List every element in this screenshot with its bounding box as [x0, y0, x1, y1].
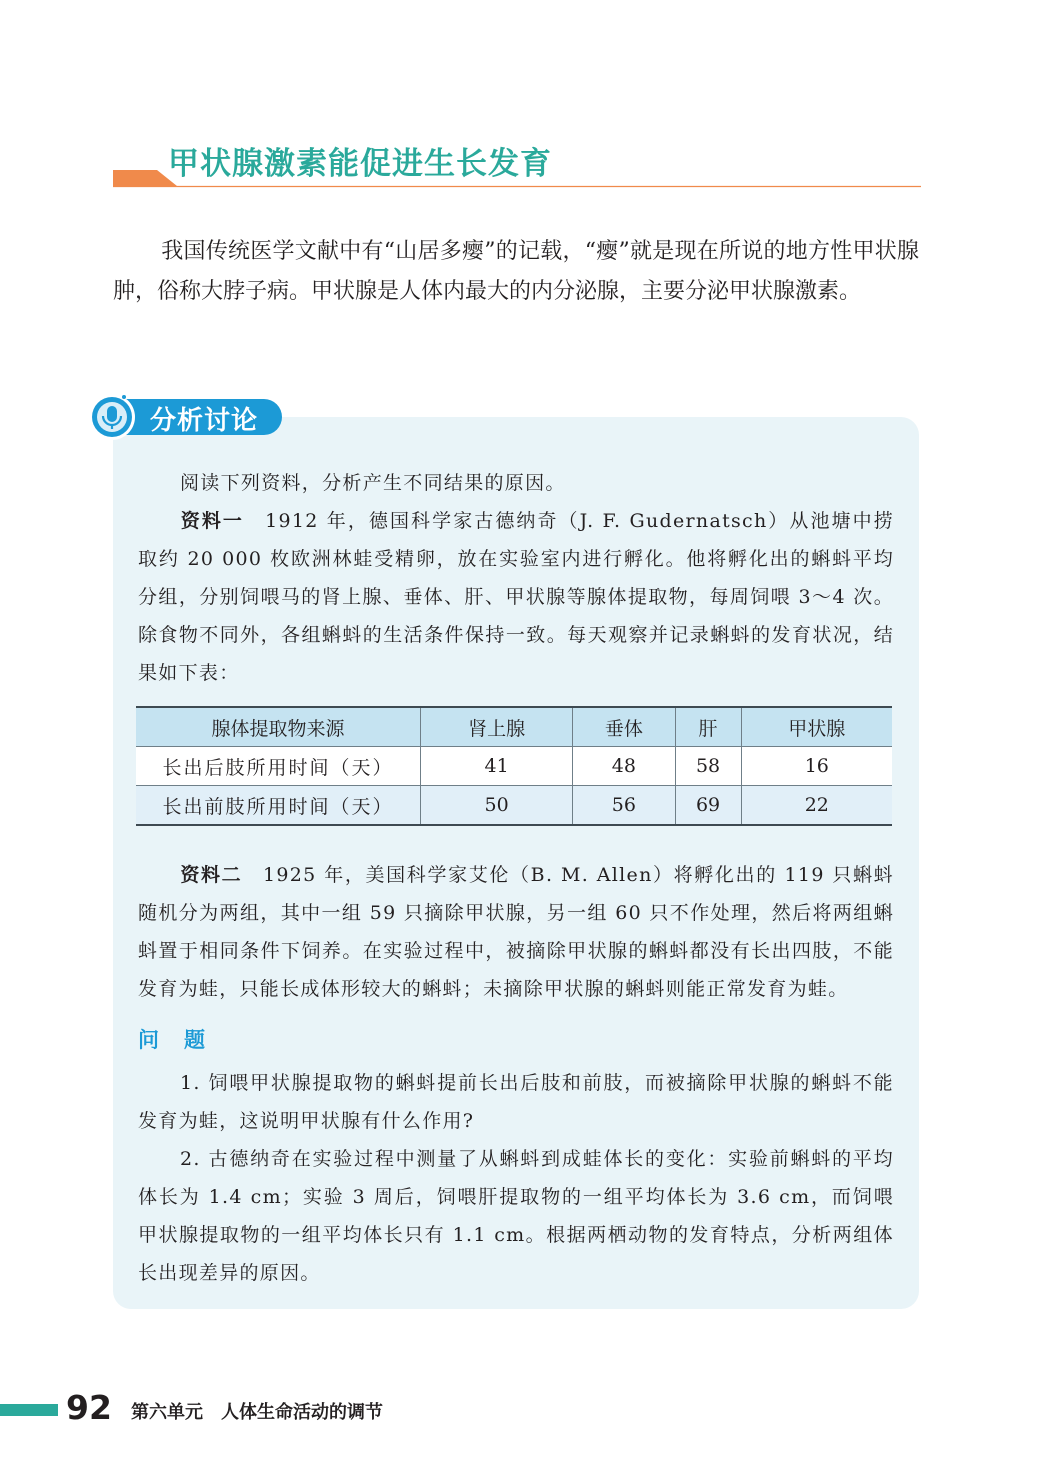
title-underline-decoration [113, 170, 921, 188]
section-title: 甲状腺激素能促进生长发育 [168, 146, 552, 182]
page-number: 92 [66, 1388, 112, 1427]
table-header-cell: 腺体提取物来源 [136, 707, 421, 747]
microphone-icon [88, 393, 136, 441]
question-item: 2. 古德纳奇在实验过程中测量了从蝌蚪到成蛙体长的变化：实验前蝌蚪的平均体长为 1.4 cm；实验 3 周后，饲喂肝提取物的一组平均体长为 3.6 cm，而饲喂甲状腺提取物的一组平均体长只有 1.1 cm。根据两栖动物的发育特点，分析两组体长出现差异的原因。 [138, 1148, 894, 1284]
table-header-cell: 肾上腺 [421, 707, 573, 747]
table-cell: 69 [675, 786, 741, 826]
table-cell: 长出后肢所用时间（天） [136, 747, 421, 786]
discussion-badge-label: 分析讨论 [150, 406, 259, 436]
questions-heading: 问 题 [138, 1028, 207, 1052]
question-item: 1. 饲喂甲状腺提取物的蝌蚪提前长出后肢和前肢，而被摘除甲状腺的蝌蚪不能发育为蛙，这说明甲状腺有什么作用? [138, 1072, 894, 1132]
table-cell: 56 [573, 786, 675, 826]
material-one-label: 资料一 [180, 510, 244, 532]
table-cell: 22 [741, 786, 892, 826]
tadpole-development-table [136, 706, 892, 826]
table-row [136, 786, 892, 826]
material-two-label: 资料二 [180, 864, 243, 886]
table-row [136, 747, 892, 786]
questions-list [138, 1064, 894, 1292]
discussion-badge [88, 393, 284, 441]
material-one: 资料一 1912 年，德国科学家古德纳奇（J. F. Gudernatsch）从池塘中捞取约 20 000 枚欧洲林蛙受精卵，放在实验室内进行孵化。他将孵化出的蝌蚪平均分组，分别饲喂马的肾上腺、垂体、肝、甲状腺等腺体提取物，每周饲喂 3～4 次。除食物不同外，各组蝌蚪的生活条件保持一致。每天观察并记录蝌蚪的发育状况，结果如下表： [138, 510, 894, 684]
table-header-cell: 垂体 [573, 707, 675, 747]
material-two: 资料二 1925 年，美国科学家艾伦（B. M. Allen）将孵化出的 119 只蝌蚪随机分为两组，其中一组 59 只摘除甲状腺，另一组 60 只不作处理，然后将两组蝌蚪置于相同条件下饲养。在实验过程中，被摘除甲状腺的蝌蚪都没有长出四肢，不能发育为蛙，只能长成体形较大的蝌蚪；未摘除甲状腺的蝌蚪则能正常发育为蛙。 [138, 864, 894, 1000]
footer-color-bar [0, 1404, 58, 1416]
table-header-cell: 甲状腺 [741, 707, 892, 747]
instruction-text: 阅读下列资料，分析产生不同结果的原因。 [180, 472, 566, 494]
table-header-row [136, 707, 892, 747]
table-cell: 长出前肢所用时间（天） [136, 786, 421, 826]
table-cell: 16 [741, 747, 892, 786]
table-cell: 41 [421, 747, 573, 786]
table-header-cell: 肝 [675, 707, 741, 747]
intro-paragraph: 我国传统医学文献中有“山居多瘿”的记载，“瘿”就是现在所说的地方性甲状腺肿，俗称大脖子病。甲状腺是人体内最大的内分泌腺，主要分泌甲状腺激素。 [113, 239, 919, 304]
table-cell: 50 [421, 786, 573, 826]
discussion-body [138, 464, 894, 692]
table-cell: 58 [675, 747, 741, 786]
table-cell: 48 [573, 747, 675, 786]
unit-label: 第六单元 人体生命活动的调节 [131, 1402, 383, 1423]
